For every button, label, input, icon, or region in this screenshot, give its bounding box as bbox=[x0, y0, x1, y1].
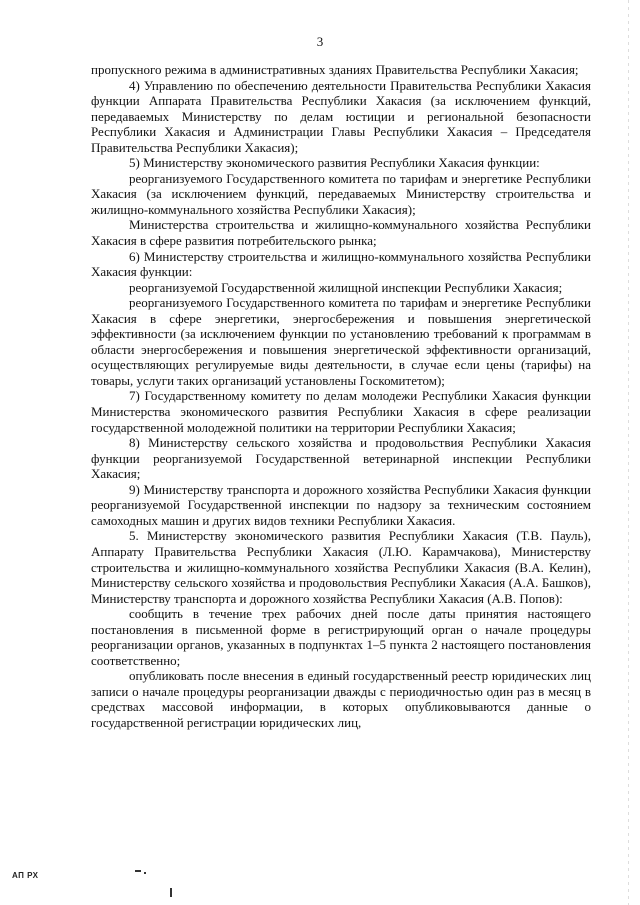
footer-mark: АП РХ bbox=[12, 871, 39, 880]
document-body bbox=[91, 62, 591, 731]
paragraph: реорганизуемого Государственного комитета по тарифам и энергетике Республики Хакасия в сфере энергетики, энергосбережения и повышения энергетической эффективности (за исключением функции по установлению требований к программам в области энергосбережения и повышения энергетической эффективности организаций, осуществляющих регулируемые виды деятельности, в случае если цены (тарифы) на товары, услуги таких организаций установлены Госкомитетом); bbox=[91, 295, 591, 388]
paragraph: 6) Министерству строительства и жилищно-коммунального хозяйства Республики Хакасия функции: bbox=[91, 248, 591, 280]
scan-artifact bbox=[135, 870, 141, 872]
paragraph: 5. Министерству экономического развития Республики Хакасия (Т.В. Пауль), Аппарату Правительства Республики Хакасия (Л.Ю. Карамчакова), Министерству строительства и жилищно-коммунального хозяйства Республики Хакасия (В.А. Келин), Министерству сельского хозяйства и продовольствия Республики Хакасия (А.А. Башков), Министерству транспорта и дорожного хозяйства Республики Хакасия (А.В. Попов): bbox=[91, 528, 591, 606]
paragraph: 8) Министерству сельского хозяйства и продовольствия Республики Хакасия функции реорганизуемой Государственной ветеринарной инспекции Республики Хакасия; bbox=[91, 435, 591, 482]
paragraph: реорганизуемого Государственного комитета по тарифам и энергетике Республики Хакасия (за исключением функций, передаваемых Министерству строительства и жилищно-коммунального хозяйства Республики Хакасия); bbox=[91, 170, 591, 217]
paragraph: опубликовать после внесения в единый государственный реестр юридических лиц записи о начале процедуры реорганизации дважды с периодичностью один раз в месяц в средствах массовой информации, в которых опубликовываются данные о государственной регистрации юридических лиц, bbox=[91, 668, 591, 730]
scan-artifact bbox=[144, 872, 146, 874]
scan-artifact bbox=[170, 888, 172, 897]
paragraph: 9) Министерству транспорта и дорожного хозяйства Республики Хакасия функции реорганизуемой Государственной инспекции по надзору за техническим состоянием самоходных машин и других видов техники Республики Хакасия. bbox=[91, 481, 591, 528]
paragraph: сообщить в течение трех рабочих дней после даты принятия настоящего постановления в письменной форме в регистрирующий орган о начале процедуры реорганизации органов, указанных в подпунктах 1–5 пункта 2 настоящего постановления соответственно; bbox=[91, 606, 591, 668]
paragraph: реорганизуемой Государственной жилищной инспекции Республики Хакасия; bbox=[129, 279, 563, 295]
paragraph: 4) Управлению по обеспечению деятельности Правительства Республики Хакасия функции Аппарата Правительства Республики Хакасия (за исключением функций, передаваемых Министерству по делам юстиции и региональной безопасности Республики Хакасия и Администрации Главы Республики Хакасия – Председателя Правительства Республики Хакасия); bbox=[91, 77, 591, 155]
paragraph: Министерства строительства и жилищно-коммунального хозяйства Республики Хакасия в сфере развития потребительского рынка; bbox=[91, 217, 591, 249]
paragraph: пропускного режима в административных зданиях Правительства Республики Хакасия; bbox=[91, 62, 579, 77]
page-number: 3 bbox=[316, 34, 324, 49]
paragraph: 5) Министерству экономического развития Республики Хакасия функции: bbox=[129, 155, 540, 171]
paragraph: 7) Государственному комитету по делам молодежи Республики Хакасия функции Министерства экономического развития Республики Хакасия в сфере реализации государственной молодежной политики на территории Республики Хакасия; bbox=[91, 388, 591, 435]
scan-edge-line bbox=[628, 0, 629, 905]
